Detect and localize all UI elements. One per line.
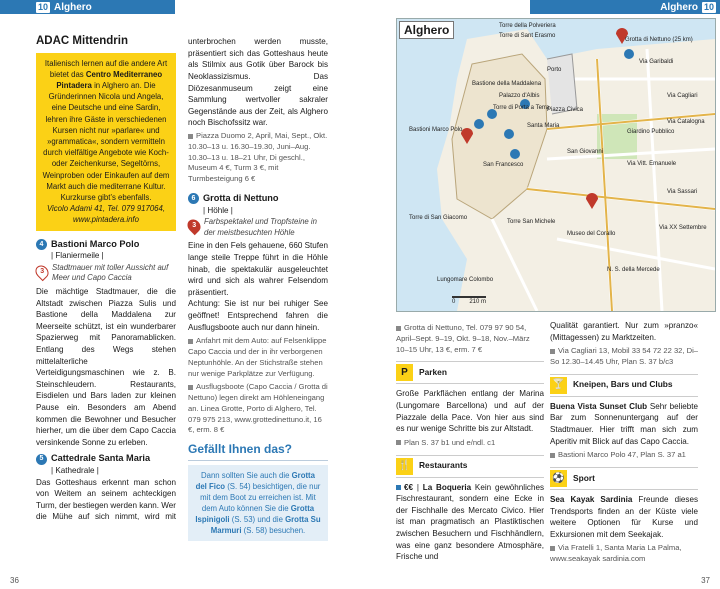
adac-text: Italienisch lernen auf die andere Art bietet das (44, 58, 168, 79)
map-label: Via Sassari (667, 189, 698, 195)
adac-box (36, 53, 176, 231)
map-label: San Francesco (483, 162, 524, 168)
poi-tag: | Höhle | (203, 205, 233, 215)
map-label: Giardino Pubblico (627, 129, 675, 135)
cocktail-icon: 🍸 (550, 377, 567, 394)
gefallt-box (188, 465, 328, 541)
gef-text: Dann sollten Sie auch die (201, 470, 292, 480)
poi-description-cont (188, 36, 328, 128)
port (547, 54, 577, 114)
poi-text-cont: unterbrochen werden musste, präsentiert sich das Gotteshaus heute als Stilmix aus Gotik über Barock bis Neoklassizismus. Das Diözesanmuseum zeigt eine Sammlung wertvoller sakraler Gegenstände aus der Zeit, als Alghero noch Bischofssitz war. (188, 37, 328, 128)
chapter-title: Alghero (660, 1, 698, 13)
adac-address: Vicolo Adami 41, Tel. 079 917064, www.pintadera.info (46, 204, 166, 225)
poi-description: Die mächtige Stadtmauer, die die Altstadt zwischen Piazza Sulis und Bastione della Maddalena zur Meerseite schützt, ist ein wunderbarer Spazierweg mit Panoramablicken. Entlang des Wegs stehen mittelalterliche Verteidigungsmaschinen wie z. B. Steinschleudern. Restaurants, Eisdielen und Bars laden zur kleinen Pause ein. Besonders am Abend kommen die Bewohner und Besucher hierher, um die über dem Capo Caccia versinkende Sonne zu erleben. (36, 287, 176, 447)
map-label: Torre San Michele (507, 219, 556, 225)
poi-info (550, 346, 698, 368)
adac-highlight: Centro Mediterraneo Pintadera (56, 69, 163, 90)
poi-description: Das Gotteshaus erkennt man schon von Weitem an seinem achteckigen Turm, der bestiegen werden kann. Wer die Mühe auf sich nimmt, wird mit (36, 477, 176, 522)
section-title: Kneipen, Bars und Clubs (573, 379, 673, 390)
map-label: Grotta di Nettuno (25 km) (625, 37, 693, 43)
poi-name: Bastioni Marco Polo (51, 238, 140, 249)
map-scale (452, 296, 486, 305)
tip-text: Farbspektakel und Tropfsteine in der meistbesuchten Höhle (204, 217, 317, 237)
poi-info (188, 336, 328, 379)
poi-name: Cattedrale Santa Maria (51, 453, 151, 464)
poi-info-text: Piazza Duomo 2, April, Mai, Sept., Okt. 10.30–13 u. 16.30–19.30, Juni–Aug. 10.30–13 u. 18–21 Uhr, Di geschl., Museum 4 €, Turm 3 €, mit Turmbesteigung 6 € (188, 131, 328, 184)
bar-text: Sehr beliebte Bar zum Sonnenuntergang auf der Stadtmauer. Hier trifft man sich zum Aperitiv mit Blick auf das Capo Caccia. (550, 401, 698, 446)
poi-info (396, 438, 544, 449)
section-title: Restaurants (419, 460, 468, 471)
sport-name: Sea Kayak Sardinia (550, 494, 633, 504)
gef-text: (S. 54) besichtigen, die nur mit dem Boot zu erreichen ist. Mit dem Auto können Sie die (200, 481, 321, 513)
map-label: Via Garibaldi (639, 59, 674, 65)
left-column-2 (188, 36, 328, 541)
page-header-right (660, 0, 716, 14)
city-map[interactable] (396, 18, 716, 312)
adac-text-cont: in Alghero an. Die Gründerinnen Nicola und Angela, eine Deutsche und eine Sardin, lehren ihre Gäste in verschiedenen Kursen nicht nur »parlare« und »grammatica«, sondern vermitteln durch vielfältige Angebote wie Koch- oder Zeichenkurse, Segeltörns, Weinproben oder Einkaufen auf dem Markt auch die mediterrane Kultur. Kurzkurse gibt’s ebenfalls. (42, 81, 170, 203)
poi-tip (188, 217, 328, 238)
poi-info-text: Anfahrt mit dem Auto: auf Felsenklippe Capo Caccia und der in ihr verborgenen Neptunhöhle. An der Stichstraße stehen nur wenige Parkplätze zur Verfügung. (188, 336, 327, 378)
marker-3[interactable] (510, 149, 520, 159)
poi-number-badge: 6 (188, 193, 199, 204)
poi-info (188, 382, 328, 436)
section-parken (396, 361, 544, 384)
bar-name: Buena Vista Sunset Club (550, 401, 648, 411)
map-label: Bastioni Marco Polo (409, 127, 463, 133)
tip-number: 3 (40, 267, 44, 275)
map-label: San Giovanni (567, 149, 604, 155)
map-pin-icon (33, 263, 51, 281)
page-number-right: 37 (701, 576, 710, 585)
poi-info (550, 450, 698, 461)
poi-description: Achtung: Sie ist nur bei ruhiger See geöffnet! Entsprechend fahren die Ausflugsboote auch nur dann hinein. (188, 299, 328, 332)
sport-entry (550, 494, 698, 540)
map-label: Museo del Corallo (567, 231, 616, 237)
chapter-title: Alghero (54, 1, 92, 13)
section-sport (550, 467, 698, 490)
adac-title: ADAC Mittendrin (36, 35, 128, 47)
left-column-1 (36, 36, 176, 523)
poi-number-badge: 5 (36, 454, 47, 465)
poi-info-text: Bastioni Marco Polo 47, Plan S. 37 a1 (558, 450, 686, 460)
restaurant-text: Kein gewöhnliches Fischrestaurant, sondern eine Ecke in der Fischhalle des Mercato Civico. Hier ist man pragmatisch an Plastiktischen zwischen Besuchern und Fischhändlern, was eine ganz besondere Atmosphäre, Frische und (396, 482, 544, 562)
marker-6[interactable] (624, 49, 634, 59)
page-header-left (36, 0, 92, 14)
section-title: Parken (419, 367, 447, 378)
map-label: Torre della Polveriera (499, 23, 556, 29)
map-label: Torre di San Giacomo (409, 215, 468, 221)
section-restaurants (396, 455, 544, 478)
poi-heading-6 (188, 193, 328, 205)
scale-start: 0 (452, 299, 456, 305)
right-column-1 (396, 320, 544, 563)
poi-name: Grotta di Nettuno (203, 192, 279, 203)
map-label: Torre di Sant Erasmo (499, 33, 556, 39)
chapter-number: 10 (703, 1, 714, 12)
map-label: Porto (547, 67, 562, 73)
parking-icon: P (396, 364, 413, 381)
map-pin-icon (185, 217, 203, 235)
poi-description: Eine in den Fels gehauene, 660 Stufen lange steile Treppe führt in die Höhle hinab, die spektakulär ausgeleuchtet wird und sich als wahrer Felsendom präsentiert. (188, 241, 328, 297)
gef-text: (S. 58) besuchen. (241, 525, 306, 535)
chapter-number: 10 (38, 1, 49, 12)
map-label: N. S. della Mercede (607, 267, 660, 273)
poi-info (188, 131, 328, 185)
restaurant-name: La Boqueria (422, 482, 472, 492)
poi-heading-5 (36, 453, 176, 465)
poi-tip (36, 263, 176, 284)
right-column-2 (550, 320, 698, 565)
restaurant-text-cont: Qualität garantiert. Nur zum »pranzo« (Mittagessen) zu Marktzeiten. (550, 321, 698, 342)
map-label: Via Cagliari (667, 93, 698, 99)
poi-info-text: Ausflugsboote (Capo Caccia / Grotta di Nettuno) legen direkt am Höhleneingang an. Linea Grotte, Porto di Alghero, Tel. 079 975 213, www.grottedinettuno.it, 16 €, erm. 8 € (188, 382, 328, 435)
map-title: Alghero (399, 21, 454, 39)
gef-text: (S. 53) und die (229, 514, 286, 524)
poi-heading-4 (36, 239, 176, 251)
section-title: Sport (573, 472, 595, 483)
map-label: Via XX Settembre (659, 225, 707, 231)
section-kneipen (550, 374, 698, 397)
marker-5[interactable] (504, 129, 514, 139)
gef-link[interactable]: Grotta Su Marmuri (210, 514, 321, 535)
map-label: Santa Maria (527, 123, 560, 129)
tip-number: 3 (192, 221, 196, 229)
map-label: Bastione della Maddalena (472, 81, 542, 87)
poi-number-badge: 4 (36, 239, 47, 250)
poi-info (396, 323, 544, 355)
poi-tag: | Kathedrale | (51, 465, 99, 475)
map-label: Piazza Civica (547, 107, 584, 113)
price-level: €€ (404, 482, 414, 492)
gef-link[interactable]: Grotta del Fico (195, 470, 315, 491)
tip-text: Stadtmauer mit toller Aussicht auf Meer und Capo Caccia (52, 262, 169, 283)
map-label: Palazzo d'Albis (499, 93, 540, 99)
cutlery-icon: 🍴 (396, 458, 413, 475)
restaurant-entry: €€ | La Boqueria Kein gewöhnliches Fischrestaurant, sondern eine Ecke in der Fischhalle des Mercato Civico. Hier ist man pragmatisch an Plastiktischen zwischen Besuchern und Fischhändlern, was eine ganz besondere Atmosphäre, Frische und (396, 482, 544, 562)
parken-text: Große Parkflächen entlang der Marina (Lungomare Barcellona) und auf der Piazzale della Pace. Von hier aus sind es nur wenige Schritte bis zur Altstadt. (396, 389, 544, 434)
map-label: Via Catalogna (667, 119, 705, 125)
gefallt-title: Gefällt Ihnen das? (188, 444, 328, 461)
right-page (360, 0, 720, 589)
poi-info (550, 543, 698, 565)
gef-link[interactable]: Grotta Ispinigoli (195, 503, 315, 524)
poi-info-text: Grotta di Nettuno, Tel. 079 97 90 54, April–Sept. 9–19, Okt. 9–18, Nov.–März 10–15 Uhr, 13 €, erm. 7 € (396, 323, 530, 354)
map-label: Lungomare Colombo (437, 277, 494, 283)
poi-info-text: Plan S. 37 b1 und e/ndl. c1 (404, 437, 496, 447)
poi-info-text: Via Fratelli 1, Santa Maria La Palma, www.seakayak sardinia.com (550, 543, 682, 564)
poi-tag: | Flaniermeile | (51, 251, 104, 261)
page-number-left: 36 (10, 576, 19, 585)
marker-4[interactable] (474, 119, 484, 129)
map-label: Torre di Porta a Terra (493, 105, 550, 111)
bar-entry (550, 401, 698, 447)
sport-text: Freunde dieses Trendsports finden an der Küste viele weitere Optionen für Kurse und Exkursionen mit dem Seekajak. (550, 494, 699, 539)
sport-icon: ⚽ (550, 470, 567, 487)
map-label: Via Vitt. Emanuele (627, 161, 677, 167)
poi-info-text: Via Cagliari 13, Mobil 33 54 72 22 32, Di–So 12.30–14.45 Uhr, Plan S. 37 b/c3 (550, 346, 699, 366)
scale-end: 210 m (469, 299, 487, 305)
